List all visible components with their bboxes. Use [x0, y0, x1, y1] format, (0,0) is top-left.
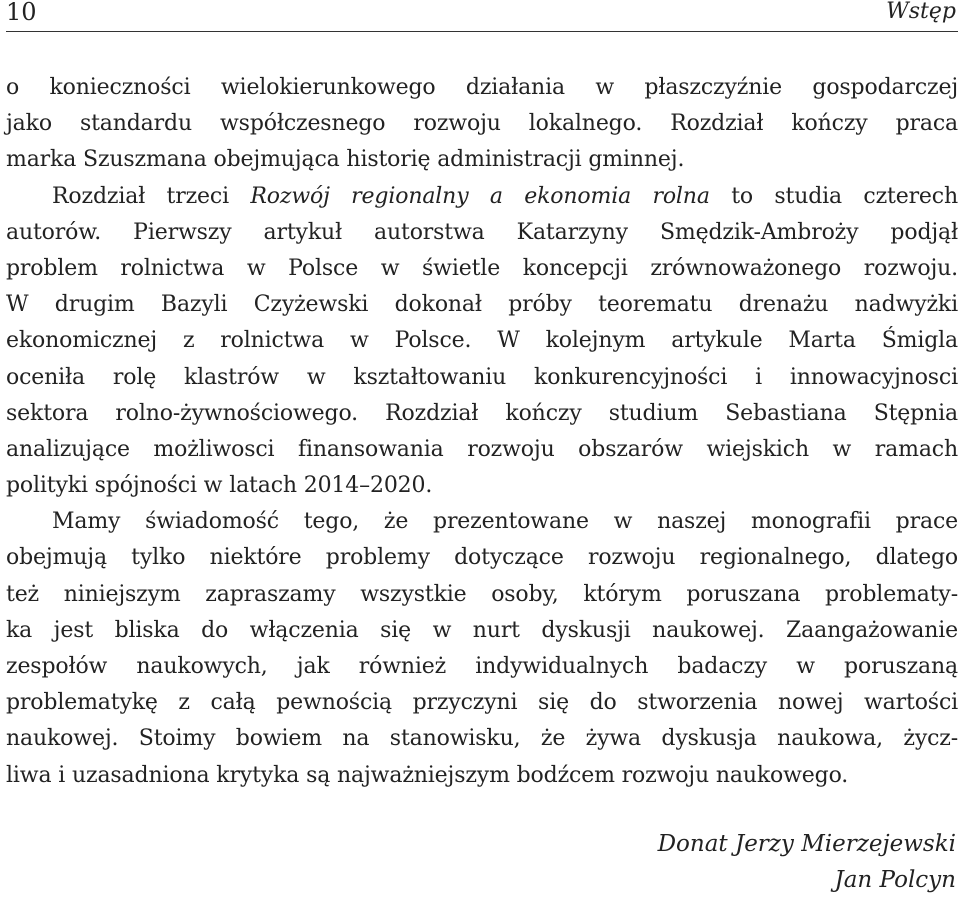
- paragraph-1: [6, 70, 958, 179]
- text-line: problem rolnictwa w Polsce w świetle koncepcji zrównoważonego rozwoju.: [6, 255, 958, 281]
- signatures: [658, 826, 956, 898]
- text-line: też niniejszym zapraszamy wszystkie osoby, którym poruszana problematy-: [6, 581, 958, 607]
- text-line: ka jest bliska do włączenia się w nurt dyskusji naukowej. Zaangażowanie: [6, 617, 958, 643]
- text-line: analizujące możliwosci finansowania rozwoju obszarów wiejskich w ramach: [6, 436, 958, 462]
- book-title-italic: Rozwój regionalny a ekonomia rolna: [250, 183, 710, 209]
- text-line: ekonomicznej z rolnictwa w Polsce. W kolejnym artykule Marta Śmigla: [6, 328, 958, 354]
- text-line: zespołów naukowych, jak również indywidualnych badaczy w poruszaną: [6, 654, 958, 679]
- text-line: Mamy świadomość tego, że prezentowane w naszej monografii prace: [52, 509, 958, 535]
- text-line: jako standardu współczesnego rozwoju lokalnego. Rozdział kończy praca: [6, 111, 958, 137]
- text-line: marka Szuszmana obejmująca historię administracji gminnej.: [6, 147, 685, 173]
- signature-author-1: Donat Jerzy Mierzejewski: [657, 831, 956, 857]
- text-line: obejmują tylko niektóre problemy dotyczące rozwoju regionalnego, dlatego: [6, 545, 958, 571]
- running-head: Wstęp: [886, 0, 956, 24]
- text-line: [6, 179, 958, 215]
- paragraph-3: [6, 504, 958, 794]
- text-segment: to studia czterech: [709, 183, 958, 209]
- text-line: polityki spójności w latach 2014–2020.: [6, 473, 433, 499]
- text-line: oceniła rolę klastrów w kształtowaniu konkurencyjności i innowacyjnosci: [6, 364, 958, 390]
- text-line: sektora rolno-żywnościowego. Rozdział kończy studium Sebastiana Stępnia: [6, 400, 958, 426]
- text-line: W drugim Bazyli Czyżewski dokonał próby teorematu drenażu nadwyżki: [6, 292, 958, 318]
- text-line: autorów. Pierwszy artykuł autorstwa Katarzyny Smędzik-Ambroży podjął: [6, 219, 958, 245]
- text-line: problematykę z całą pewnością przyczyni się do stworzenia nowej wartości: [6, 690, 958, 716]
- paragraph-2: [6, 179, 958, 505]
- signature-author-2: Jan Polcyn: [834, 867, 956, 893]
- page-number: 10: [6, 0, 37, 26]
- header-rule: [6, 31, 958, 32]
- body-text: [6, 70, 958, 794]
- text-line: liwa i uzasadniona krytyka są najważniejszym bodźcem rozwoju naukowego.: [6, 762, 849, 788]
- text-line: naukowej. Stoimy bowiem na stanowisku, że żywa dyskusja naukowa, życz-: [6, 726, 958, 752]
- text-line: o konieczności wielokierunkowego działania w płaszczyźnie gospodarczej: [6, 75, 958, 100]
- text-segment: Rozdział trzeci: [52, 183, 251, 209]
